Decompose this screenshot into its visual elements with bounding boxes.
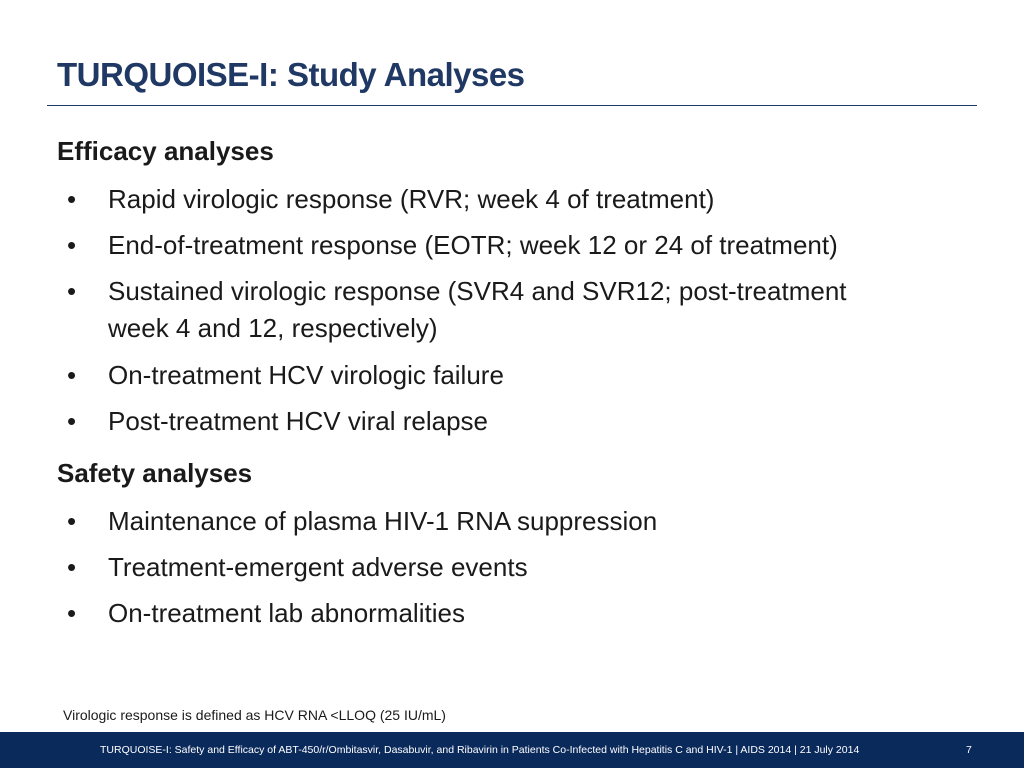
- footnote: Virologic response is defined as HCV RNA <LLOQ (25 IU/mL): [63, 707, 446, 723]
- bullet-icon: •: [67, 506, 77, 536]
- bullet-text: Sustained virologic response (SVR4 and SVR12; post-treatment: [108, 276, 847, 306]
- bullet-text: Maintenance of plasma HIV-1 RNA suppression: [108, 506, 658, 536]
- bullet-icon: •: [67, 360, 77, 390]
- page-number: 7: [966, 744, 972, 756]
- bullet-icon: •: [67, 552, 77, 582]
- bullet-icon: •: [67, 276, 77, 306]
- bullet-icon: •: [67, 184, 77, 214]
- footer-bar: [0, 732, 1024, 768]
- bullet-text: Treatment-emergent adverse events: [108, 552, 528, 582]
- bullet-text: On-treatment lab abnormalities: [108, 598, 465, 628]
- bullet-text: week 4 and 12, respectively): [108, 313, 438, 343]
- bullet-text: End-of-treatment response (EOTR; week 12 or 24 of treatment): [108, 230, 838, 260]
- bullet-text: Post-treatment HCV viral relapse: [108, 406, 489, 436]
- bullet-icon: •: [67, 406, 77, 436]
- bullet-icon: •: [67, 230, 77, 260]
- efficacy-heading: Efficacy analyses: [57, 136, 274, 166]
- bullet-icon: •: [67, 598, 77, 628]
- slide-title: TURQUOISE-I: Study Analyses: [57, 56, 525, 93]
- bullet-text: Rapid virologic response (RVR; week 4 of treatment): [108, 184, 715, 214]
- bullet-text: On-treatment HCV virologic failure: [108, 360, 504, 390]
- safety-heading: Safety analyses: [57, 458, 253, 488]
- footer-citation: TURQUOISE-I: Safety and Efficacy of ABT-450/r/Ombitasvir, Dasabuvir, and Ribavirin in Patients Co-Infected with Hepatitis C and HIV-1 | AIDS 2014 | 21 July 2014: [100, 744, 860, 756]
- title-divider: [47, 105, 977, 106]
